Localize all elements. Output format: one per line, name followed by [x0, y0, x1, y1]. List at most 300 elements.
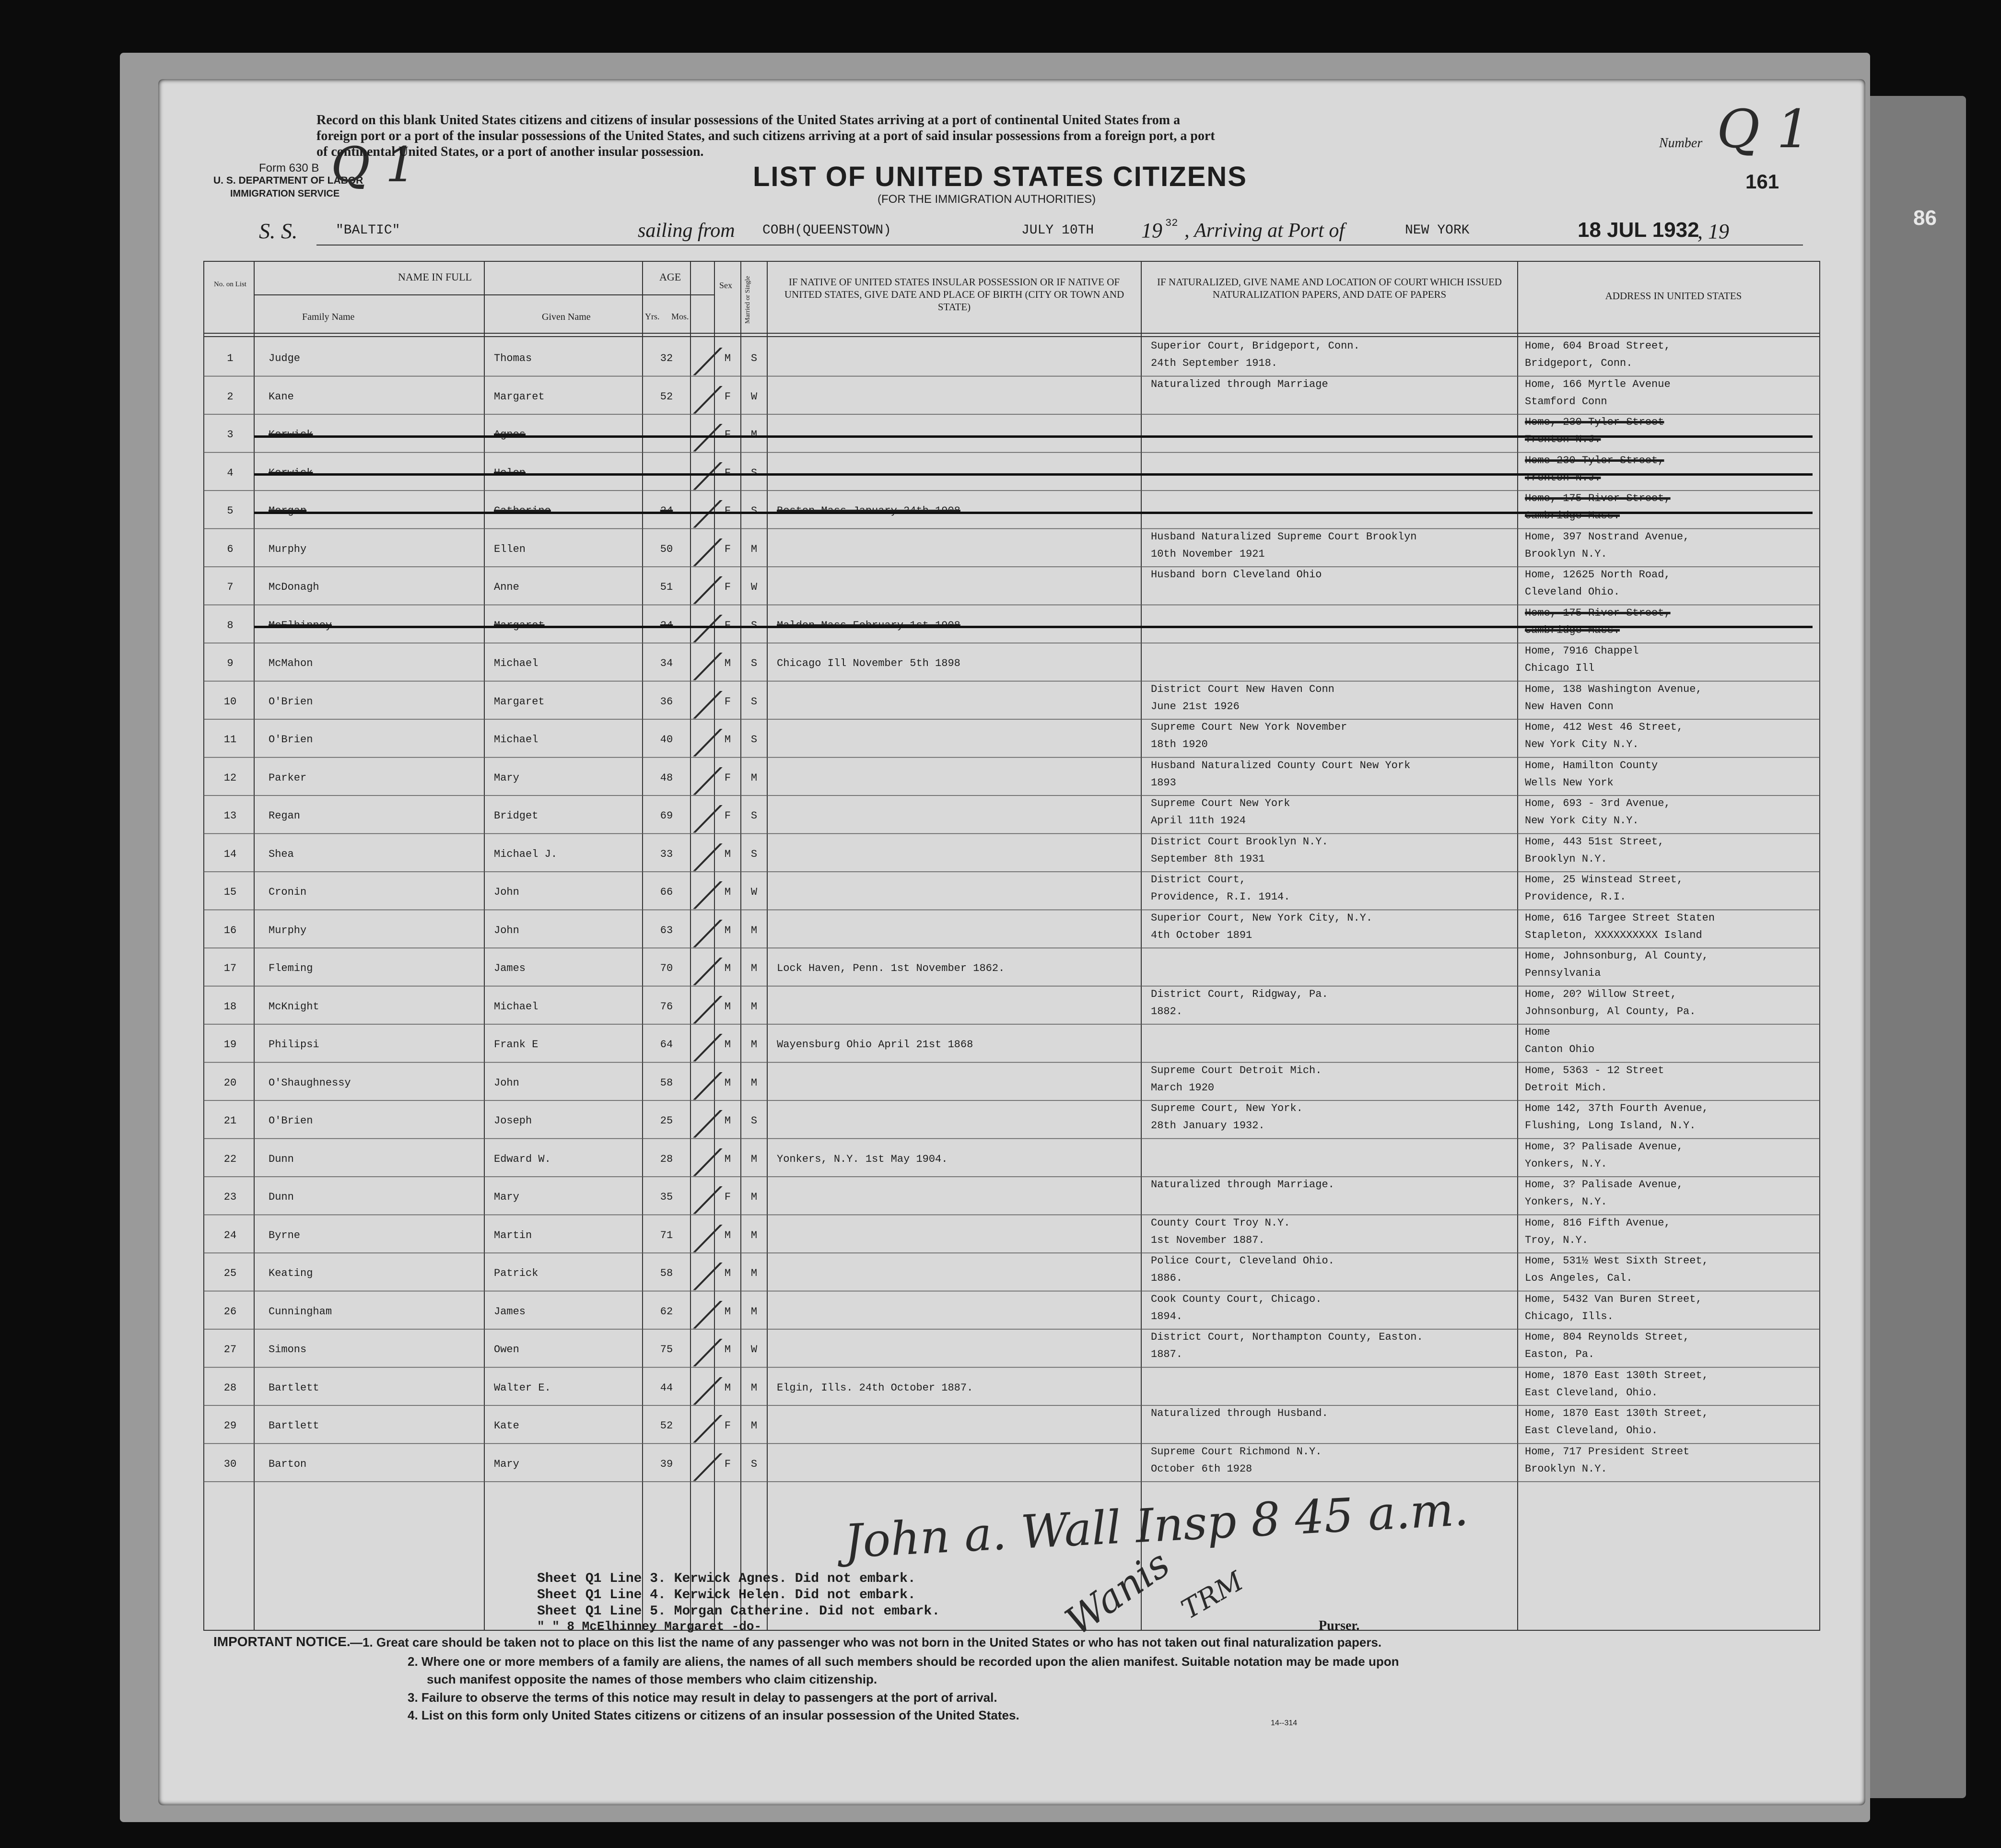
table-row — [158, 491, 1865, 533]
cell-nat1: Naturalized through Husband. — [1151, 1407, 1328, 1419]
cell-sex: M — [724, 1344, 731, 1356]
cell-family: McKnight — [269, 1000, 319, 1013]
table-row — [158, 681, 1865, 724]
cell-addr1: Home, 3? Palisade Avenue, — [1525, 1179, 1684, 1191]
cell-sex: F — [724, 772, 731, 784]
cell-addr1: Home 230 Tyler Street, — [1525, 454, 1664, 467]
cell-nat1: Supreme Court New York — [1151, 797, 1290, 809]
cell-nat1: Naturalized through Marriage. — [1151, 1179, 1334, 1191]
cell-no: 10 — [223, 695, 237, 708]
cell-addr1: Home, 531½ West Sixth Street, — [1525, 1255, 1708, 1267]
cell-sex: F — [724, 1191, 731, 1204]
cell-family: Keating — [269, 1267, 313, 1280]
header-yrs: Yrs. — [645, 312, 660, 321]
cell-family: Cunningham — [269, 1305, 332, 1318]
sheet-note-4: " " 8 McElhinney Margaret -do- — [537, 1619, 762, 1634]
check-mark: / — [693, 1256, 723, 1295]
notice-item-2b: such manifest opposite the names of those members who claim citizenship. — [427, 1672, 878, 1686]
cell-nat2: 1st November 1887. — [1151, 1234, 1265, 1246]
cell-nat2: 4th October 1891 — [1151, 929, 1252, 941]
cell-addr1: Home, 693 - 3rd Avenue, — [1525, 797, 1671, 809]
cell-addr1: Home, 5363 - 12 Street — [1525, 1064, 1664, 1076]
cell-addr1: Home, 804 Reynolds Street, — [1525, 1331, 1690, 1343]
cell-addr1: Home, Hamilton County — [1525, 759, 1658, 772]
cell-family: Fleming — [269, 962, 313, 975]
cell-family: O'Brien — [269, 695, 313, 708]
cell-sex: M — [724, 1229, 731, 1241]
cell-nat1: Husband Naturalized Supreme Court Brooklyn — [1151, 530, 1417, 543]
cell-ms: S — [750, 1115, 758, 1127]
cell-given: Helen — [494, 467, 526, 479]
cell-nat2: 1886. — [1151, 1272, 1183, 1284]
cell-ms: M — [750, 1191, 758, 1204]
cell-family: Barton — [269, 1458, 307, 1470]
cell-sex: M — [724, 924, 731, 936]
cell-addr2: Brooklyn N.Y. — [1525, 1462, 1607, 1475]
inspector-signature: John a. Wall Insp 8 45 a.m. — [843, 1482, 1470, 1569]
cell-given: Catherine — [494, 505, 551, 517]
cell-birth: Wayensburg Ohio April 21st 1868 — [777, 1039, 973, 1051]
cell-nat2: 28th January 1932. — [1151, 1120, 1265, 1132]
check-mark: / — [693, 836, 723, 876]
cell-ms: M — [750, 924, 758, 936]
cell-addr2: New York City N.Y. — [1525, 815, 1639, 827]
check-mark: / — [693, 1332, 723, 1371]
cell-yrs: 62 — [660, 1305, 673, 1318]
cell-sex: F — [724, 543, 731, 555]
table-row — [158, 986, 1865, 1029]
notice-label: IMPORTANT NOTICE. — [213, 1634, 351, 1649]
check-mark: / — [693, 1370, 723, 1410]
check-mark: / — [693, 1027, 723, 1066]
cell-addr2: Bridgeport, Conn. — [1525, 357, 1633, 369]
cell-yrs: 48 — [660, 772, 673, 784]
cell-ms: M — [750, 1076, 758, 1089]
year-end: , 19 — [1697, 220, 1729, 243]
check-mark: / — [693, 1217, 723, 1257]
number-label: Number — [1659, 136, 1703, 151]
cell-yrs: 69 — [660, 810, 673, 822]
cell-addr1: Home, 412 West 46 Street, — [1525, 721, 1684, 733]
cell-given: Margaret — [494, 390, 545, 403]
header-name: NAME IN FULL — [398, 271, 472, 283]
cell-yrs: 64 — [660, 1039, 673, 1051]
cell-nat2: 1893 — [1151, 776, 1176, 789]
date-from: JULY 10TH — [1021, 223, 1094, 238]
cell-given: Michael — [494, 734, 538, 746]
cell-nat1: District Court, Ridgway, Pa. — [1151, 988, 1328, 1000]
cell-addr2: East Cleveland, Ohio. — [1525, 1386, 1658, 1399]
check-mark: / — [693, 1065, 723, 1105]
cell-addr1: Home 142, 37th Fourth Avenue, — [1525, 1102, 1708, 1114]
cell-addr2: Canton Ohio — [1525, 1043, 1595, 1055]
header-native: IF NATIVE OF UNITED STATES INSULAR POSSESSION OR IF NATIVE OF UNITED STATES, GIVE DATE AND PLACE OF BIRTH (CITY OR TOWN AND STATE) — [784, 276, 1124, 313]
cell-given: James — [494, 1305, 526, 1318]
port-to: NEW YORK — [1405, 223, 1470, 238]
strike-line — [254, 473, 1813, 476]
side-page-number: 86 — [1913, 206, 1937, 230]
cell-yrs: 36 — [660, 695, 673, 708]
header-naturalized: IF NATURALIZED, GIVE NAME AND LOCATION OF COURT WHICH ISSUED NATURALIZATION PAPERS, AND DATE OF PAPERS — [1157, 276, 1502, 300]
cell-no: 30 — [223, 1458, 237, 1470]
cell-yrs: 39 — [660, 1458, 673, 1470]
cell-given: Mary — [494, 772, 519, 784]
cell-ms: M — [750, 1267, 758, 1280]
cell-sex: M — [724, 886, 731, 899]
cell-no: 5 — [227, 505, 234, 517]
check-mark: / — [693, 1446, 723, 1486]
cell-given: Mary — [494, 1458, 519, 1470]
check-mark: / — [693, 951, 723, 990]
cell-sex: F — [724, 390, 731, 403]
cell-family: Morgan — [269, 505, 307, 517]
cell-addr2: Yonkers, N.Y. — [1525, 1196, 1607, 1208]
check-mark: / — [693, 684, 723, 724]
check-mark: / — [693, 1294, 723, 1333]
cell-given: Thomas — [494, 352, 532, 365]
table-row — [158, 1444, 1865, 1486]
notice-item-2a: 2. Where one or more members of a family are aliens, the names of all such members should be recorded upon the alien manifest. Suitable notation may be made upon — [408, 1654, 1399, 1669]
cell-no: 12 — [223, 772, 237, 784]
cell-family: Simons — [269, 1344, 307, 1356]
cell-given: Bridget — [494, 810, 538, 822]
cell-ms: M — [750, 1039, 758, 1051]
cell-family: Parker — [269, 772, 307, 784]
cell-addr2: Brooklyn N.Y. — [1525, 548, 1607, 560]
cell-nat2: 1887. — [1151, 1348, 1183, 1360]
cell-ms: S — [750, 734, 758, 746]
header-mos: Mos. — [671, 312, 689, 321]
form-subtitle: (FOR THE IMMIGRATION AUTHORITIES) — [878, 193, 1096, 206]
cell-addr1: Home, 7916 Chappel — [1525, 645, 1639, 657]
cell-ms: W — [750, 581, 758, 594]
manifest-sheet — [158, 79, 1865, 1805]
form-title: LIST OF UNITED STATES CITIZENS — [753, 161, 1247, 192]
check-mark: / — [693, 989, 723, 1029]
cell-yrs: 32 — [660, 352, 673, 365]
cell-sex: F — [724, 619, 731, 632]
cell-ms: W — [750, 390, 758, 403]
cell-no: 1 — [227, 352, 234, 365]
cell-addr2: Trenton N.J. — [1525, 433, 1601, 445]
cell-sex: M — [724, 352, 731, 365]
cell-nat2: September 8th 1931 — [1151, 853, 1265, 865]
cell-yrs: 51 — [660, 581, 673, 594]
cell-given: Martin — [494, 1229, 532, 1241]
cell-addr1: Home, 138 Washington Avenue, — [1525, 683, 1702, 695]
cell-nat2: 18th 1920 — [1151, 738, 1208, 750]
cell-given: John — [494, 924, 519, 936]
cell-nat2: 24th September 1918. — [1151, 357, 1278, 369]
cell-ms: S — [750, 352, 758, 365]
cell-sex: F — [724, 810, 731, 822]
cell-addr1: Home, 20? Willow Street, — [1525, 988, 1677, 1000]
cell-given: James — [494, 962, 526, 975]
cell-family: O'Shaughnessy — [269, 1076, 351, 1089]
cell-addr1: Home, 443 51st Street, — [1525, 835, 1664, 848]
cell-addr1: Home, 616 Targee Street Staten — [1525, 912, 1715, 924]
cell-nat2: April 11th 1924 — [1151, 815, 1246, 827]
cell-given: Michael — [494, 657, 538, 670]
cell-given: Frank E — [494, 1039, 538, 1051]
cell-nat2: October 6th 1928 — [1151, 1462, 1252, 1475]
header-address: ADDRESS IN UNITED STATES — [1605, 290, 1742, 302]
cell-addr2: Flushing, Long Island, N.Y. — [1525, 1120, 1696, 1132]
cell-sex: M — [724, 1076, 731, 1089]
cell-no: 3 — [227, 429, 234, 441]
cell-no: 13 — [223, 810, 237, 822]
cell-no: 2 — [227, 390, 234, 403]
cell-family: Shea — [269, 848, 294, 860]
check-mark: / — [693, 722, 723, 761]
cell-given: Patrick — [494, 1267, 538, 1280]
table-row — [158, 414, 1865, 456]
check-mark: / — [693, 417, 723, 456]
cell-addr2: Johnsonburg, Al County, Pa. — [1525, 1005, 1696, 1018]
cell-nat1: District Court Brooklyn N.Y. — [1151, 835, 1328, 848]
table-row — [158, 872, 1865, 914]
table-row — [158, 834, 1865, 876]
cell-nat2: March 1920 — [1151, 1081, 1215, 1094]
cell-nat1: Supreme Court Detroit Mich. — [1151, 1064, 1322, 1076]
cell-ms: M — [750, 1153, 758, 1165]
cell-family: Judge — [269, 352, 301, 365]
check-mark: / — [693, 912, 723, 952]
cell-family: Bartlett — [269, 1381, 319, 1394]
cell-sex: M — [724, 1115, 731, 1127]
table-row — [158, 1139, 1865, 1181]
cell-ms: M — [750, 1305, 758, 1318]
cell-yrs: 76 — [660, 1000, 673, 1013]
cell-sex: M — [724, 657, 731, 670]
header-married: Married or Single — [744, 276, 751, 324]
arrival-stamp: 18 JUL 1932 — [1578, 218, 1699, 242]
cell-given: Agnes — [494, 429, 526, 441]
cell-ms: M — [750, 772, 758, 784]
cell-yrs: 58 — [660, 1076, 673, 1089]
cell-family: Murphy — [269, 924, 307, 936]
cell-no: 26 — [223, 1305, 237, 1318]
cell-family: Regan — [269, 810, 301, 822]
cell-no: 6 — [227, 543, 234, 555]
cell-given: Margaret — [494, 695, 545, 708]
check-mark: / — [693, 798, 723, 838]
check-mark: / — [693, 1141, 723, 1181]
cell-nat1: Superior Court, New York City, N.Y. — [1151, 912, 1373, 924]
sailing-label: sailing from — [638, 220, 735, 242]
cell-given: Walter E. — [494, 1381, 551, 1394]
cell-yrs: 35 — [660, 1191, 673, 1204]
cell-yrs: 50 — [660, 543, 673, 555]
cell-nat2: 1894. — [1151, 1310, 1183, 1322]
cell-addr1: Home, 175 River Street, — [1525, 607, 1671, 619]
cell-sex: M — [724, 1267, 731, 1280]
strike-line — [254, 512, 1813, 514]
check-mark: / — [693, 531, 723, 571]
table-row — [158, 758, 1865, 800]
cell-nat1: Superior Court, Bridgeport, Conn. — [1151, 340, 1360, 352]
form-number: Form 630 B — [259, 162, 319, 175]
cell-addr1: Home, 12625 North Road, — [1525, 569, 1671, 581]
cell-ms: S — [750, 657, 758, 670]
cell-ms: M — [750, 1000, 758, 1013]
cell-sex: F — [724, 1458, 731, 1470]
cell-nat2: Providence, R.I. 1914. — [1151, 891, 1290, 903]
cell-nat1: Husband born Cleveland Ohio — [1151, 569, 1322, 581]
cell-yrs: 44 — [660, 1381, 673, 1394]
table-row — [158, 1100, 1865, 1143]
cell-family: McDonagh — [269, 581, 319, 594]
cell-given: Joseph — [494, 1115, 532, 1127]
cell-no: 24 — [223, 1229, 237, 1241]
cell-no: 21 — [223, 1115, 237, 1127]
cell-addr2: Troy, N.Y. — [1525, 1234, 1589, 1246]
notice-item-4: 4. List on this form only United States citizens or citizens of an insular possession of the United States. — [408, 1708, 1019, 1722]
check-mark: / — [693, 379, 723, 419]
cell-addr1: Home, 717 President Street — [1525, 1445, 1690, 1458]
cell-yrs: 71 — [660, 1229, 673, 1241]
check-mark: / — [693, 1408, 723, 1448]
cell-sex: F — [724, 467, 731, 479]
sheet-id-handwritten: Q 1 — [331, 137, 416, 193]
cell-nat2: 1882. — [1151, 1005, 1183, 1018]
cell-family: O'Brien — [269, 1115, 313, 1127]
cell-ms: M — [750, 1229, 758, 1241]
intro-line-1: Record on this blank United States citizens and citizens of insular possessions of the United States arriving at a port of continental United States from a — [316, 113, 1181, 128]
cell-ms: M — [750, 543, 758, 555]
cell-addr1: Home, 604 Broad Street, — [1525, 340, 1671, 352]
cell-no: 22 — [223, 1153, 237, 1165]
header-no: No. on List — [214, 281, 246, 288]
cell-no: 19 — [223, 1039, 237, 1051]
cell-addr2: Chicago, Ills. — [1525, 1310, 1614, 1322]
cell-addr1: Home, 5432 Van Buren Street, — [1525, 1293, 1702, 1305]
cell-family: Dunn — [269, 1191, 294, 1204]
table-row — [158, 529, 1865, 571]
cell-addr1: Home, 230 Tyler Street — [1525, 416, 1664, 428]
cell-addr2: Detroit Mich. — [1525, 1081, 1607, 1094]
table-row — [158, 1253, 1865, 1295]
purser-signature: Wanis — [1057, 1541, 1178, 1644]
cell-yrs: 75 — [660, 1344, 673, 1356]
check-mark: / — [693, 455, 723, 495]
cell-ms: S — [750, 467, 758, 479]
cell-nat1: District Court, — [1151, 874, 1246, 886]
cell-family: Philipsi — [269, 1039, 319, 1051]
table-row — [158, 338, 1865, 380]
cell-no: 23 — [223, 1191, 237, 1204]
check-mark: / — [693, 608, 723, 647]
cell-no: 8 — [227, 619, 234, 632]
cell-family: Kerwick — [269, 467, 313, 479]
service: IMMIGRATION SERVICE — [230, 188, 340, 199]
sheet-note-1: Sheet Q1 Line 3. Kerwick Agnes. Did not embark. — [537, 1571, 916, 1586]
cell-yrs: 52 — [660, 1420, 673, 1432]
cell-addr2: Wells New York — [1525, 776, 1614, 789]
cell-no: 4 — [227, 467, 234, 479]
cell-family: Murphy — [269, 543, 307, 555]
cell-nat1: Police Court, Cleveland Ohio. — [1151, 1255, 1334, 1267]
table-row — [158, 719, 1865, 761]
notice-form-code: 14--314 — [1271, 1719, 1298, 1727]
check-mark: / — [693, 1180, 723, 1219]
cell-addr1: Home, 1870 East 130th Street, — [1525, 1369, 1708, 1381]
cell-addr2: Yonkers, N.Y. — [1525, 1158, 1607, 1170]
table-row — [158, 376, 1865, 419]
cell-addr1: Home, 3? Palisade Avenue, — [1525, 1140, 1684, 1153]
cell-addr2: Los Angeles, Cal. — [1525, 1272, 1633, 1284]
cell-addr1: Home, 25 Winstead Street, — [1525, 874, 1684, 886]
table-row — [158, 1291, 1865, 1333]
ship-name: "BALTIC" — [336, 223, 400, 238]
cell-addr2: New York City N.Y. — [1525, 738, 1639, 750]
cell-addr2: Cambridge Mass. — [1525, 510, 1620, 522]
purser-label: Purser. — [1319, 1618, 1360, 1633]
cell-family: Byrne — [269, 1229, 301, 1241]
check-mark: / — [693, 493, 723, 533]
cell-nat1: Cook County Court, Chicago. — [1151, 1293, 1322, 1305]
notice-item-1: —1. Great care should be taken not to place on this list the name of any passenger who was not born in the United States or who has not taken out final naturalization papers. — [350, 1635, 1382, 1649]
cell-yrs: 70 — [660, 962, 673, 975]
year-suffix: 32 — [1165, 217, 1178, 229]
check-mark: / — [693, 646, 723, 685]
table-row — [158, 643, 1865, 685]
cell-no: 29 — [223, 1420, 237, 1432]
table-row — [158, 1368, 1865, 1410]
cell-ms: M — [750, 1420, 758, 1432]
cell-addr2: Stapleton, XXXXXXXXXX Island — [1525, 929, 1702, 941]
cell-sex: M — [724, 1305, 731, 1318]
header-sex: Sex — [719, 281, 732, 290]
cell-ms: M — [750, 962, 758, 975]
cell-yrs: 58 — [660, 1267, 673, 1280]
cell-sex: F — [724, 429, 731, 441]
cell-ms: S — [750, 619, 758, 632]
cell-no: 14 — [223, 848, 237, 860]
table-row — [158, 1329, 1865, 1371]
intro-line-2: foreign port or a port of the insular possessions of the United States, and such citizens arriving at a port of said insular possessions from a foreign port, a port — [316, 129, 1215, 143]
cell-birth: Chicago Ill November 5th 1898 — [777, 657, 960, 670]
cell-addr1: Home, 175 River Street, — [1525, 492, 1671, 504]
header-given: Given Name — [542, 312, 591, 322]
initials: TRM — [1176, 1566, 1249, 1626]
page-number: 161 — [1745, 170, 1779, 193]
table-row — [158, 1024, 1865, 1066]
number-value: Q 1 — [1717, 98, 1811, 160]
cell-sex: M — [724, 1153, 731, 1165]
arriving-label: , Arriving at Port of — [1184, 220, 1345, 242]
cell-no: 11 — [223, 734, 237, 746]
check-mark: / — [693, 570, 723, 609]
cell-given: Margaret — [494, 619, 545, 632]
cell-ms: W — [750, 1344, 758, 1356]
port-from: COBH(QUEENSTOWN) — [762, 223, 891, 238]
cell-no: 27 — [223, 1344, 237, 1356]
cell-addr1: Home — [1525, 1026, 1550, 1038]
cell-given: Edward W. — [494, 1153, 551, 1165]
cell-yrs: 24 — [660, 619, 673, 632]
cell-addr2: Cleveland Ohio. — [1525, 586, 1620, 598]
cell-addr2: Chicago Ill — [1525, 662, 1595, 674]
cell-sex: M — [724, 848, 731, 860]
header-age: AGE — [659, 271, 681, 283]
cell-birth: Yonkers, N.Y. 1st May 1904. — [777, 1153, 948, 1165]
cell-addr2: Stamford Conn — [1525, 395, 1607, 408]
year-prefix: 19 — [1141, 219, 1162, 242]
sheet-note-3: Sheet Q1 Line 5. Morgan Catherine. Did not embark. — [537, 1604, 940, 1619]
notice-item-3: 3. Failure to observe the terms of this notice may result in delay to passengers at the port of arrival. — [408, 1690, 997, 1705]
cell-ms: W — [750, 886, 758, 899]
